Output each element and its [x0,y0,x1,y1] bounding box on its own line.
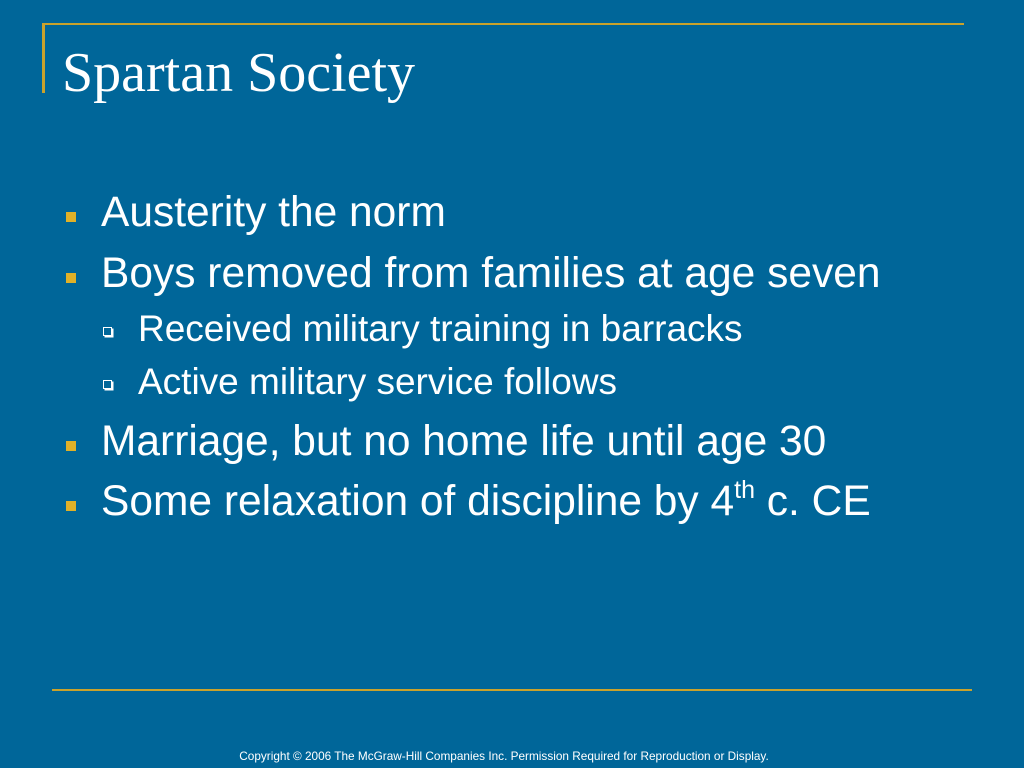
top-rule-horizontal [42,23,964,25]
slide-title: Spartan Society [62,42,416,104]
top-rule-vertical [42,23,45,93]
bullet-item [0,477,1024,527]
sub-bullet-text: Received military training in barracks [138,308,743,349]
sub-bullet-item [0,360,1024,404]
sub-bullet-text: Active military service follows [138,361,618,402]
bullet-item [0,249,1024,299]
filled-square-bullet-icon [66,273,76,283]
bullet-text: Boys removed from families at age seven [101,250,881,297]
bullet-text-tail: c. CE [754,478,871,525]
bullet-text [101,477,871,527]
bullet-item [0,417,1024,467]
hollow-square-bullet-icon [103,380,112,389]
sub-bullet-item [0,307,1024,351]
ordinal-superscript: th [734,476,755,504]
bullet-text-main: Some relaxation of discipline by 4 [101,478,735,525]
filled-square-bullet-icon [66,501,76,511]
bullet-text: Austerity the norm [101,189,446,236]
hollow-square-bullet-icon [103,327,112,336]
bullet-text: Marriage, but no home life until age 30 [101,418,827,465]
bullet-item [0,188,1024,238]
filled-square-bullet-icon [66,212,76,222]
bottom-rule [52,689,972,691]
filled-square-bullet-icon [66,441,76,451]
copyright-footer: Copyright © 2006 The McGraw-Hill Companies Inc. Permission Required for Reproduction or Display. [239,749,769,763]
